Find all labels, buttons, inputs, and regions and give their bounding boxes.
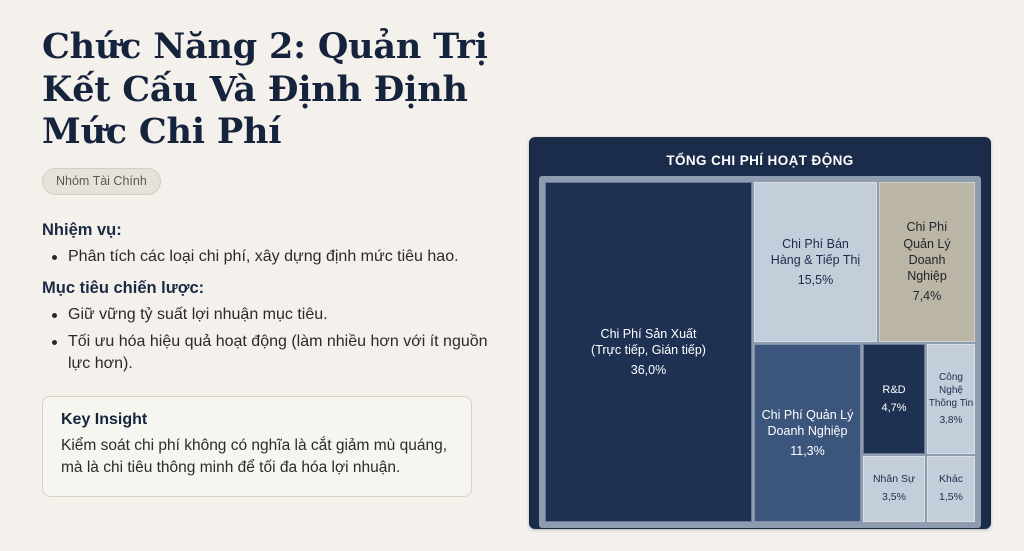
key-insight-body: Kiểm soát chi phí không có nghĩa là cắt giảm mù quáng, mà là chi tiêu thông minh để tối đa hóa lợi nhuận. [61,436,448,477]
tile-label-line2: (Trực tiếp, Gián tiếp) [591,342,706,357]
treemap-tile-rnd [863,344,925,454]
tile-label-line1: R&D [882,383,906,396]
tile-label-line2: Doanh Nghiệp [767,423,848,438]
tile-label-line1: Khác [939,473,963,486]
tile-value: 3,8% [939,415,963,426]
slide-left-column [42,26,512,497]
tile-label-line2: Hàng & Tiếp Thị [770,252,861,267]
tile-value: 36,0% [630,363,667,378]
treemap-tile-it [927,344,975,454]
treemap-plot-area [539,176,981,528]
tile-label-line4: Nghiệp [907,269,947,284]
tile-value: 4,7% [881,402,907,414]
treemap-tile-hr [863,456,925,522]
treemap-tile-production [545,182,752,522]
list-item: Phân tích các loại chi phí, xây dựng định mức tiêu hao. [64,246,512,269]
key-insight-card [42,396,472,497]
tile-value: 7,4% [912,289,942,304]
treemap-tile-admin-b [754,344,861,522]
tile-label-line1: Chi Phí Bán [782,236,849,251]
tile-label-line1: Nhân Sự [872,473,916,486]
tile-label-line2: Thông Tin [928,398,974,409]
section-goals-heading: Mục tiêu chiến lược: [42,278,205,297]
page-title: Chức Năng 2: Quản Trị Kết Cấu Và Định Định Mức Chi Phí [42,26,488,153]
treemap-tile-admin-a [879,182,975,342]
tile-label-line1: Chi Phí Sản Xuất [600,326,697,341]
list-item: Giữ vững tỷ suất lợi nhuận mục tiêu. [64,304,512,327]
tile-value: 1,5% [939,491,963,503]
tile-value: 15,5% [797,273,834,288]
treemap-title: TỔNG CHI PHÍ HOẠT ĐỘNG [666,153,854,168]
key-insight-title: Key Insight [61,410,148,428]
tile-label-line1: Công Nghệ [939,372,963,396]
section-tasks-heading: Nhiệm vụ: [42,221,122,240]
tile-label-line2: Quản Lý [903,236,951,251]
tile-label-line1: Chi Phí Quản Lý [761,407,854,422]
tile-value: 11,3% [790,444,825,459]
section-goals-list [42,304,512,376]
treemap-tile-other [927,456,975,522]
section-tasks [42,221,512,269]
tile-label-line3: Doanh [908,252,946,267]
group-badge: Nhóm Tài Chính [42,168,161,195]
tile-label-line1: Chi Phí [906,220,948,235]
section-goals [42,279,512,376]
tile-value: 3,5% [882,491,906,503]
treemap-panel [529,137,991,529]
treemap-tile-sales-marketing [754,182,877,342]
section-tasks-list [42,246,512,269]
list-item: Tối ưu hóa hiệu quả hoạt động (làm nhiều hơn với ít nguồn lực hơn). [64,331,512,376]
